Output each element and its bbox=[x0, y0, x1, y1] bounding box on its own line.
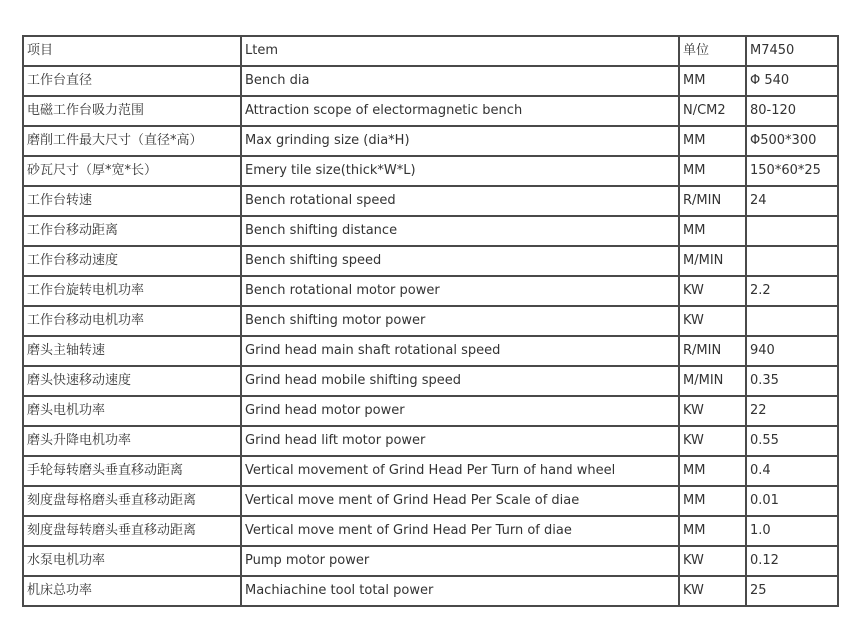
row-name-en: Attraction scope of electormagnetic bench bbox=[241, 96, 679, 126]
row-name-cn: 磨头主轴转速 bbox=[23, 336, 241, 366]
row-value: 1.0 bbox=[746, 516, 838, 546]
row-value: 0.01 bbox=[746, 486, 838, 516]
row-name-en: Bench rotational speed bbox=[241, 186, 679, 216]
row-name-cn: 磨头快速移动速度 bbox=[23, 366, 241, 396]
row-unit: MM bbox=[679, 456, 746, 486]
row-value: 0.4 bbox=[746, 456, 838, 486]
row-name-cn: 砂瓦尺寸（厚*宽*长） bbox=[23, 156, 241, 186]
row-name-en: Bench shifting distance bbox=[241, 216, 679, 246]
row-name-cn: 刻度盘每转磨头垂直移动距离 bbox=[23, 516, 241, 546]
row-value: Φ 540 bbox=[746, 66, 838, 96]
row-name-en: Vertical move ment of Grind Head Per Turn of diae bbox=[241, 516, 679, 546]
row-name-cn: 工作台移动电机功率 bbox=[23, 306, 241, 336]
row-name-cn: 电磁工作台吸力范围 bbox=[23, 96, 241, 126]
header-item-cn: 项目 bbox=[23, 36, 241, 66]
row-unit: M/MIN bbox=[679, 366, 746, 396]
row-name-en: Grind head main shaft rotational speed bbox=[241, 336, 679, 366]
row-value: 940 bbox=[746, 336, 838, 366]
row-name-cn: 磨头电机功率 bbox=[23, 396, 241, 426]
row-unit: MM bbox=[679, 66, 746, 96]
row-name-en: Emery tile size(thick*W*L) bbox=[241, 156, 679, 186]
table-row bbox=[23, 246, 838, 276]
table-row bbox=[23, 456, 838, 486]
table-row bbox=[23, 396, 838, 426]
row-value: 0.35 bbox=[746, 366, 838, 396]
table-row bbox=[23, 486, 838, 516]
header-model: M7450 bbox=[746, 36, 838, 66]
row-name-cn: 手轮每转磨头垂直移动距离 bbox=[23, 456, 241, 486]
row-name-en: Bench dia bbox=[241, 66, 679, 96]
row-unit: R/MIN bbox=[679, 186, 746, 216]
row-name-en: Bench rotational motor power bbox=[241, 276, 679, 306]
header-item-en: Ltem bbox=[241, 36, 679, 66]
row-value: 22 bbox=[746, 396, 838, 426]
row-name-en: Pump motor power bbox=[241, 546, 679, 576]
row-value bbox=[746, 216, 838, 246]
row-unit: R/MIN bbox=[679, 336, 746, 366]
table-row bbox=[23, 156, 838, 186]
row-unit: MM bbox=[679, 216, 746, 246]
table-row bbox=[23, 516, 838, 546]
row-unit: MM bbox=[679, 486, 746, 516]
row-unit: KW bbox=[679, 426, 746, 456]
table-row bbox=[23, 546, 838, 576]
row-unit: KW bbox=[679, 306, 746, 336]
table-row bbox=[23, 576, 838, 606]
table-row bbox=[23, 66, 838, 96]
row-name-cn: 工作台旋转电机功率 bbox=[23, 276, 241, 306]
row-name-cn: 工作台移动速度 bbox=[23, 246, 241, 276]
row-name-en: Grind head lift motor power bbox=[241, 426, 679, 456]
row-name-cn: 水泵电机功率 bbox=[23, 546, 241, 576]
row-unit: MM bbox=[679, 126, 746, 156]
row-name-en: Bench shifting speed bbox=[241, 246, 679, 276]
table-row bbox=[23, 216, 838, 246]
row-value: 0.12 bbox=[746, 546, 838, 576]
row-name-en: Grind head motor power bbox=[241, 396, 679, 426]
row-name-en: Machiachine tool total power bbox=[241, 576, 679, 606]
row-unit: KW bbox=[679, 396, 746, 426]
row-name-cn: 磨头升降电机功率 bbox=[23, 426, 241, 456]
row-name-en: Vertical movement of Grind Head Per Turn of hand wheel bbox=[241, 456, 679, 486]
header-unit: 单位 bbox=[679, 36, 746, 66]
table-row bbox=[23, 426, 838, 456]
row-name-cn: 工作台转速 bbox=[23, 186, 241, 216]
table-row bbox=[23, 276, 838, 306]
row-value: 25 bbox=[746, 576, 838, 606]
row-value: 80-120 bbox=[746, 96, 838, 126]
table-row bbox=[23, 336, 838, 366]
row-unit: KW bbox=[679, 546, 746, 576]
row-name-cn: 机床总功率 bbox=[23, 576, 241, 606]
row-value bbox=[746, 246, 838, 276]
row-unit: M/MIN bbox=[679, 246, 746, 276]
row-unit: KW bbox=[679, 276, 746, 306]
spec-table-body bbox=[23, 36, 838, 606]
row-value: 0.55 bbox=[746, 426, 838, 456]
row-unit: N/CM2 bbox=[679, 96, 746, 126]
row-name-en: Grind head mobile shifting speed bbox=[241, 366, 679, 396]
table-header-row bbox=[23, 36, 838, 66]
row-unit: MM bbox=[679, 156, 746, 186]
table-row bbox=[23, 126, 838, 156]
table-row bbox=[23, 366, 838, 396]
row-name-en: Max grinding size (dia*H) bbox=[241, 126, 679, 156]
row-value: 150*60*25 bbox=[746, 156, 838, 186]
table-row bbox=[23, 96, 838, 126]
row-name-en: Bench shifting motor power bbox=[241, 306, 679, 336]
row-name-en: Vertical move ment of Grind Head Per Scale of diae bbox=[241, 486, 679, 516]
row-unit: KW bbox=[679, 576, 746, 606]
row-value bbox=[746, 306, 838, 336]
table-row bbox=[23, 186, 838, 216]
row-name-cn: 刻度盘每格磨头垂直移动距离 bbox=[23, 486, 241, 516]
row-value: 24 bbox=[746, 186, 838, 216]
spec-table bbox=[22, 35, 839, 607]
row-unit: MM bbox=[679, 516, 746, 546]
table-row bbox=[23, 306, 838, 336]
row-name-cn: 工作台直径 bbox=[23, 66, 241, 96]
row-name-cn: 工作台移动距离 bbox=[23, 216, 241, 246]
row-value: Φ500*300 bbox=[746, 126, 838, 156]
row-value: 2.2 bbox=[746, 276, 838, 306]
row-name-cn: 磨削工件最大尺寸（直径*高） bbox=[23, 126, 241, 156]
